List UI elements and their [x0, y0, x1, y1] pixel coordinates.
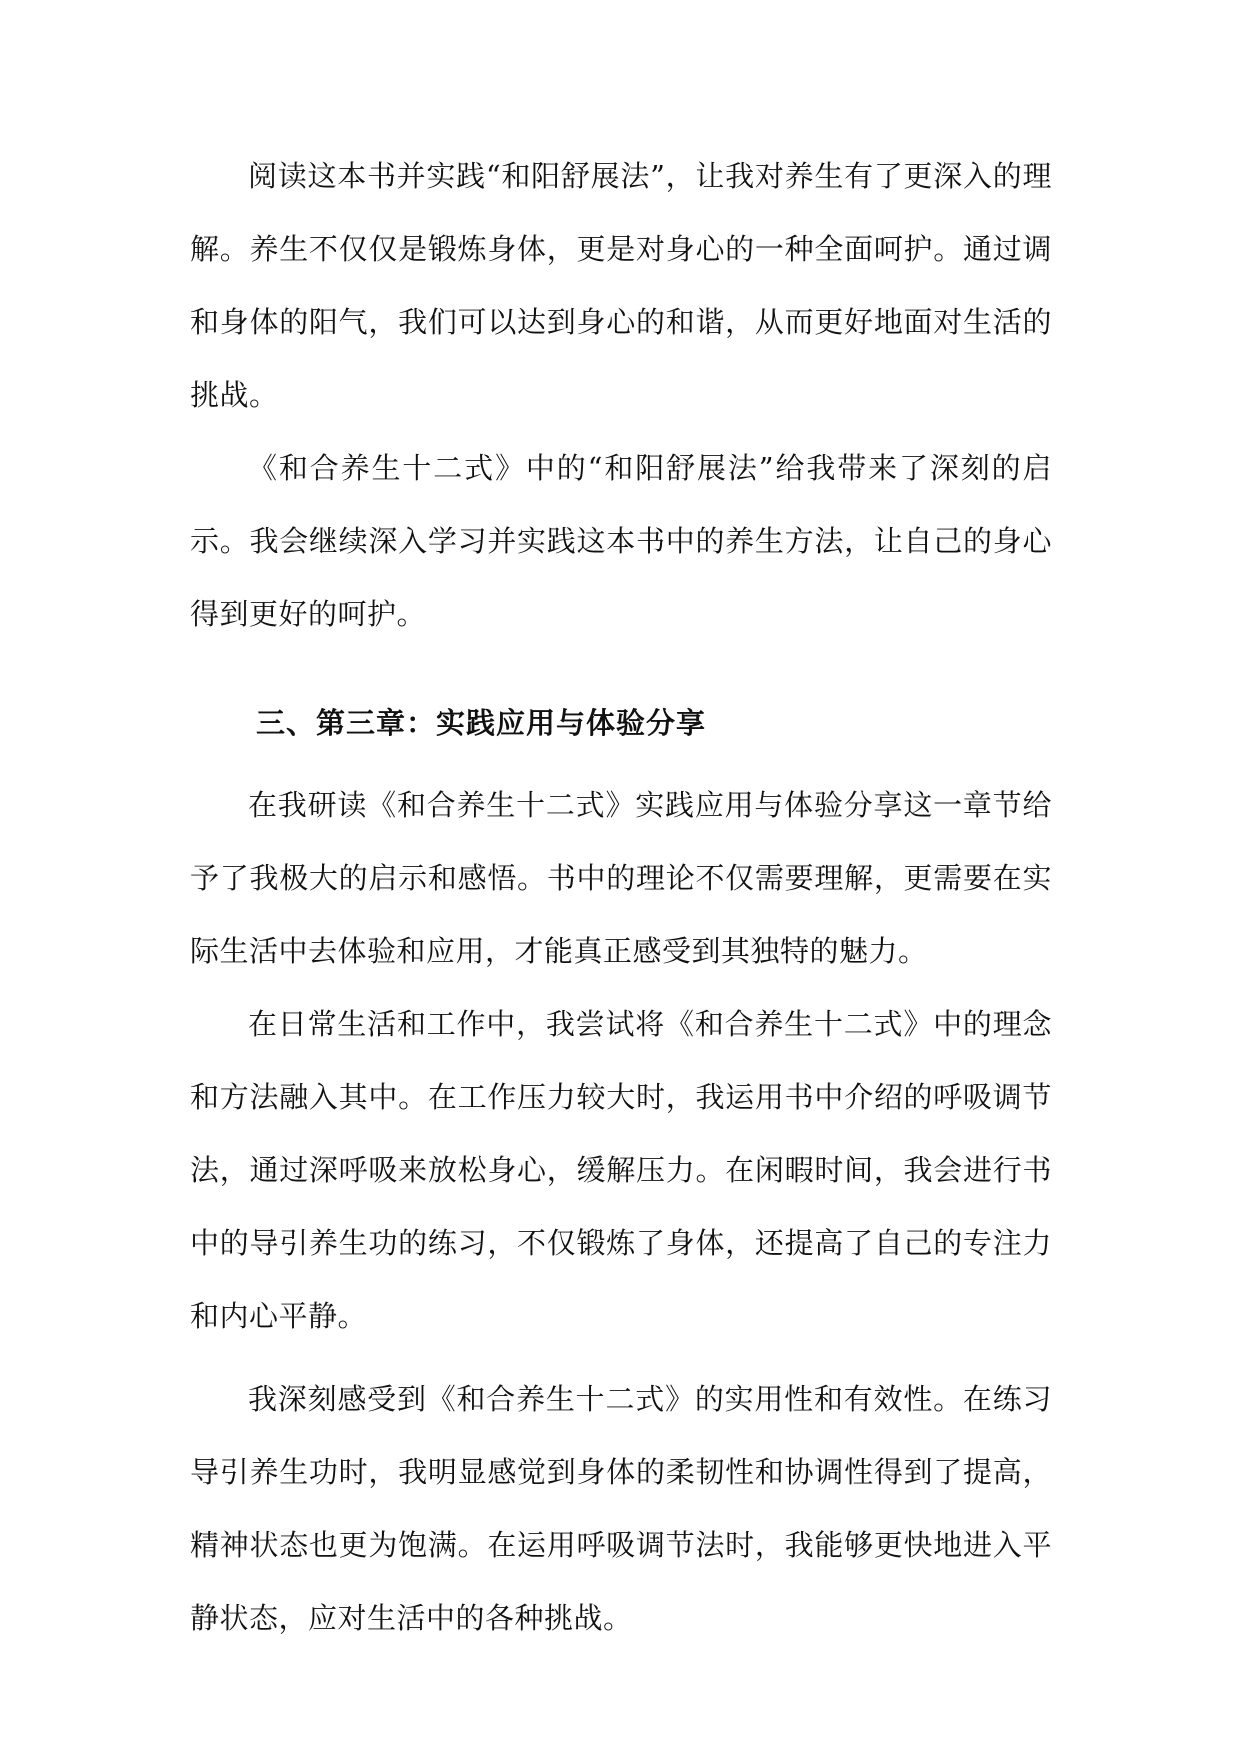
spacer: [190, 651, 1052, 677]
paragraph-5: 我深刻感受到《和合养生十二式》的实用性和有效性。在练习导引养生功时，我明显感觉到身体的柔韧性和协调性得到了提高，精神状态也更为饱满。在运用呼吸调节法时，我能够更快地进入平静状态，应对生活中的各种挑战。: [190, 1382, 1052, 1635]
spacer: [190, 1353, 1052, 1363]
paragraph-1: 阅读这本书并实践“和阳舒展法”，让我对养生有了更深入的理解。养生不仅仅是锻炼身体，更是对身心的一种全面呵护。通过调和身体的阳气，我们可以达到身心的和谐，从而更好地面对生活的挑战。: [190, 159, 1052, 412]
paragraph-4: 在日常生活和工作中，我尝试将《和合养生十二式》中的理念和方法融入其中。在工作压力较大时，我运用书中介绍的呼吸调节法，通过深呼吸来放松身心，缓解压力。在闲暇时间，我会进行书中的导引养生功的练习，不仅锻炼了身体，还提高了自己的专注力和内心平静。: [190, 1007, 1052, 1333]
document-body: [190, 140, 1052, 1655]
section-heading: 三、第三章：实践应用与体验分享: [256, 706, 707, 740]
paragraph-2: 《和合养生十二式》中的“和阳舒展法”给我带来了深刻的启示。我会继续深入学习并实践这本书中的养生方法，让自己的身心得到更好的呵护。: [190, 451, 1052, 631]
paragraph-3: 在我研读《和合养生十二式》实践应用与体验分享这一章节给予了我极大的启示和感悟。书中的理论不仅需要理解，更需要在实际生活中去体验和应用，才能真正感受到其独特的魅力。: [190, 788, 1052, 968]
